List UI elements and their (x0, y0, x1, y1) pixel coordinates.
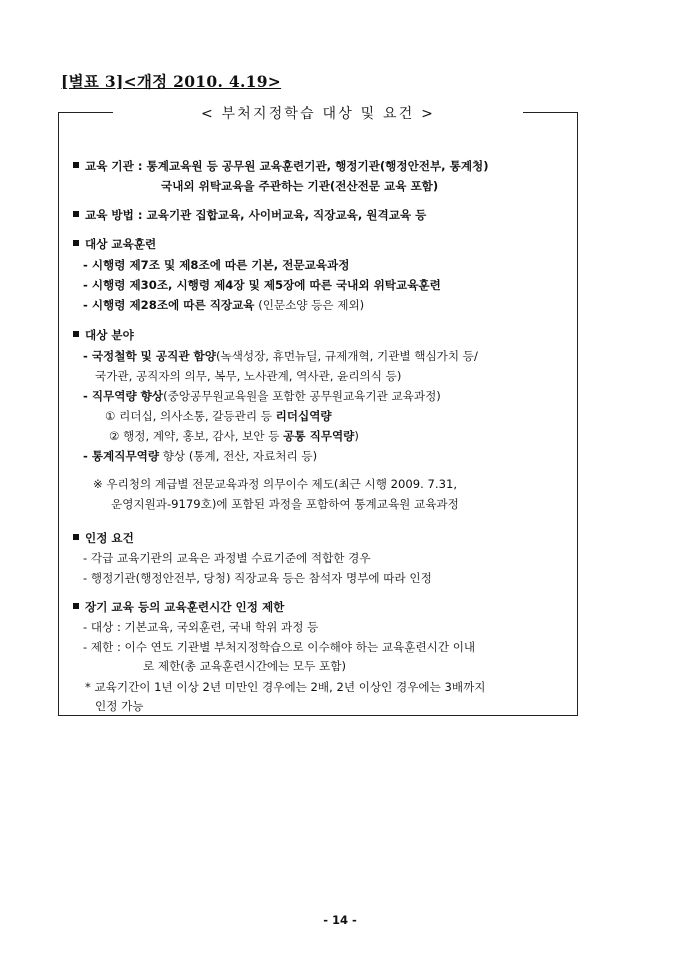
requirements-box (58, 106, 578, 716)
square-bullet-icon (73, 240, 79, 246)
limit-heading: 장기 교육 등의 교육훈련시간 인정 제한 (73, 599, 284, 615)
limit-note-2: 인정 가능 (95, 699, 144, 713)
target-field-note-1: ※ 우리청의 계급별 전문교육과정 의무이수 제도(최근 시행 2009. 7.31, (93, 477, 458, 491)
target-field-note-2: 운영지원과-9179호)에 포함된 과정을 포함하여 통계교육원 교육과정 (111, 497, 459, 511)
target-field-heading: 대상 분야 (73, 327, 134, 343)
limit-item-2: - 제한 : 이수 연도 기관별 부처지정학습으로 이수해야 하는 교육훈련시간 이내 (83, 640, 476, 654)
target-training-item: - 시행령 제7조 및 제8조에 따른 기본, 전문교육과정 (83, 258, 350, 272)
limit-item-2-cont: 로 제한(총 교육훈련시간에는 모두 포함) (143, 659, 346, 673)
target-field-item-3: - 통계직무역량 향상 (통계, 전산, 자료처리 등) (83, 449, 318, 463)
institution-line-2: 국내외 위탁교육을 주관하는 기관(전산전문 교육 포함) (161, 179, 439, 193)
appendix-header: [별표 3]<개정 2010. 4.19> (61, 72, 282, 91)
recognition-item-2: - 행정기관(행정안전부, 당청) 직장교육 등은 참석자 명부에 따라 인정 (83, 571, 432, 585)
institution-line-1: 교육 기관 : 통계교육원 등 공무원 교육훈련기관, 행정기관(행정안전부, 통계청) (73, 158, 489, 174)
square-bullet-icon (73, 331, 79, 337)
square-bullet-icon (73, 534, 79, 540)
square-bullet-icon (73, 211, 79, 217)
square-bullet-icon (73, 603, 79, 609)
box-title: < 부처지정학습 대상 및 요건 > (200, 106, 436, 122)
target-field-item-1: - 국정철학 및 공직관 함양(녹색성장, 휴먼뉴딜, 규제개혁, 기관별 핵심가치 등/ (83, 349, 478, 363)
target-field-item-2: - 직무역량 향상(중앙공무원교육원을 포함한 공무원교육기관 교육과정) (83, 389, 441, 403)
target-training-item: - 시행령 제30조, 시행령 제4장 및 제5장에 따른 국내외 위탁교육훈련 (83, 278, 441, 292)
method-line: 교육 방법 : 교육기관 집합교육, 사이버교육, 직장교육, 원격교육 등 (73, 207, 426, 223)
recognition-item-1: - 각급 교육기관의 교육은 과정별 수료기준에 적합한 경우 (83, 551, 371, 565)
target-field-sub-1: ① 리더십, 의사소통, 갈등관리 등 리더십역량 (105, 409, 332, 423)
recognition-heading: 인정 요건 (73, 530, 134, 546)
target-field-item-1-cont: 국가관, 공직자의 의무, 복무, 노사관계, 역사관, 윤리의식 등) (95, 369, 402, 383)
square-bullet-icon (73, 162, 79, 168)
limit-item-1: - 대상 : 기본교육, 국외훈련, 국내 학위 과정 등 (83, 620, 319, 634)
target-training-item: - 시행령 제28조에 따른 직장교육 (인문소양 등은 제외) (83, 298, 365, 312)
limit-note-1: * 교육기간이 1년 이상 2년 미만인 경우에는 2배, 2년 이상인 경우에는 3배까지 (85, 680, 486, 694)
page-number: - 14 - (323, 913, 357, 927)
target-training-heading: 대상 교육훈련 (73, 236, 156, 252)
target-field-sub-2: ② 행정, 계약, 홍보, 감사, 보안 등 공통 직무역량) (109, 429, 359, 443)
